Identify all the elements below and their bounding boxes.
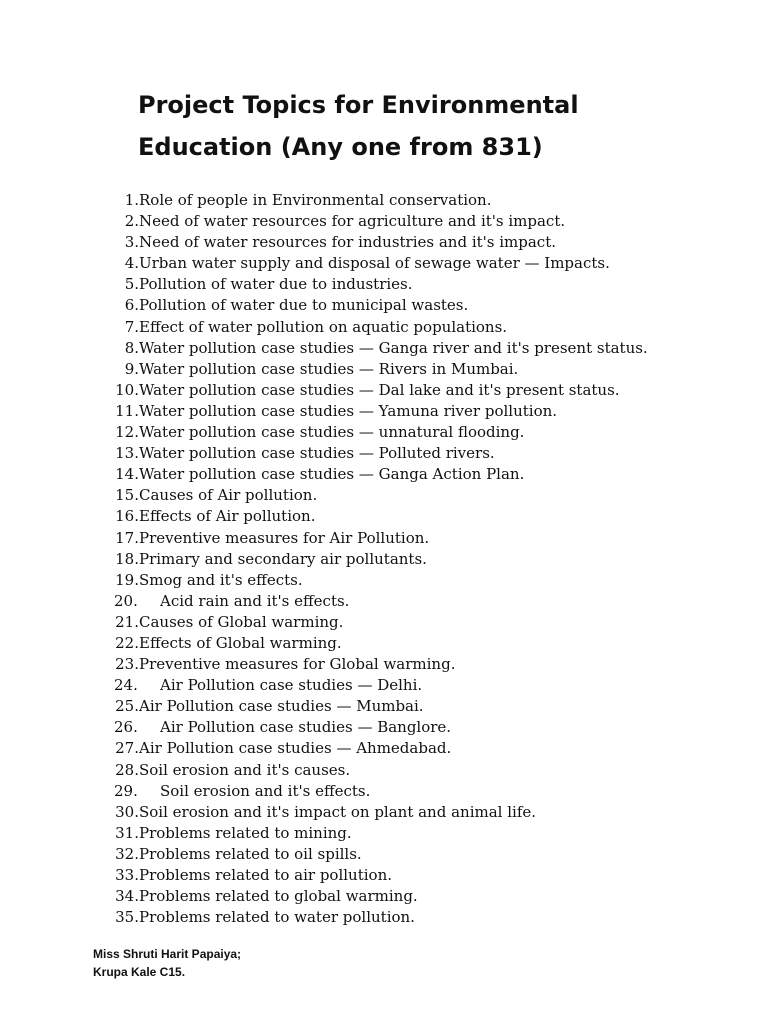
- list-item: [100, 274, 720, 295]
- list-item: [100, 232, 720, 253]
- page-title: [138, 84, 579, 168]
- list-item: [100, 401, 720, 422]
- list-item-text: Soil erosion and it's causes.: [139, 760, 351, 779]
- list-item-number: 4.: [124, 254, 139, 273]
- list-item: [100, 612, 720, 633]
- list-item-number: 12.: [115, 423, 139, 442]
- list-item: [100, 738, 720, 759]
- list-item-number: 16.: [115, 507, 139, 526]
- list-item-number: 15.: [115, 486, 139, 505]
- list-item-text: Effects of Global warming.: [139, 633, 342, 652]
- list-item-text: Water pollution case studies — Yamuna river pollution.: [139, 401, 558, 420]
- list-item-text: Water pollution case studies — Dal lake and it's present status.: [139, 380, 620, 399]
- list-item: [100, 760, 720, 781]
- list-item-number: 9.: [124, 359, 139, 378]
- list-item: [100, 443, 720, 464]
- list-item-number: 21.: [115, 612, 139, 631]
- list-item: [100, 317, 720, 338]
- list-item-text: Soil erosion and it's effects.: [160, 781, 371, 800]
- list-item-number: 13.: [115, 444, 139, 463]
- list-item-text: Water pollution case studies — Polluted rivers.: [139, 444, 495, 463]
- list-item-number: 20.: [114, 591, 138, 610]
- list-item-text: Pollution of water due to industries.: [139, 275, 413, 294]
- list-item: [100, 380, 720, 401]
- list-item-text: Causes of Global warming.: [139, 612, 344, 631]
- list-item-number: 24.: [114, 676, 138, 695]
- list-item-number: 34.: [115, 887, 139, 906]
- list-item-number: 32.: [115, 844, 139, 863]
- list-item: [100, 528, 720, 549]
- list-item: [100, 717, 720, 738]
- list-item-number: 7.: [124, 317, 139, 336]
- list-item-text: Role of people in Environmental conservation.: [139, 191, 492, 209]
- list-item: [100, 654, 720, 675]
- list-item: [100, 591, 720, 612]
- list-item-text: Problems related to oil spills.: [139, 844, 362, 863]
- list-item-number: 2.: [124, 212, 139, 231]
- list-item-number: 14.: [115, 465, 139, 484]
- list-item-text: Acid rain and it's effects.: [160, 591, 350, 610]
- list-item: [100, 506, 720, 527]
- list-item-number: 18.: [115, 549, 139, 568]
- author-footer: [93, 945, 241, 981]
- title-line-1: Project Topics for Environmental: [138, 91, 579, 119]
- list-item-text: Soil erosion and it's impact on plant and animal life.: [139, 802, 537, 821]
- list-item-text: Air Pollution case studies — Banglore.: [160, 718, 452, 737]
- list-item-number: 6.: [124, 296, 139, 315]
- list-item: [100, 338, 720, 359]
- list-item: [100, 359, 720, 380]
- list-item-text: Causes of Air pollution.: [139, 486, 318, 505]
- list-item-number: 30.: [115, 802, 139, 821]
- list-item: [100, 696, 720, 717]
- list-item-text: Water pollution case studies — Ganga river and it's present status.: [139, 338, 648, 357]
- author-line-2: Krupa Kale C15.: [93, 965, 186, 979]
- list-item: [100, 781, 720, 802]
- list-item-text: Problems related to global warming.: [139, 887, 418, 906]
- list-item: [100, 422, 720, 443]
- list-item: [100, 485, 720, 506]
- list-item: [100, 865, 720, 886]
- list-item-number: 29.: [114, 781, 138, 800]
- list-item-text: Problems related to air pollution.: [139, 866, 393, 884]
- list-item: [100, 464, 720, 485]
- list-item-text: Air Pollution case studies — Ahmedabad.: [139, 739, 452, 758]
- list-item-text: Problems related to water pollution.: [139, 908, 415, 927]
- list-item-number: 10.: [115, 380, 139, 399]
- list-item: [100, 570, 720, 591]
- list-item-number: 8.: [124, 338, 139, 357]
- list-item-number: 19.: [115, 570, 139, 589]
- list-item-number: 22.: [115, 633, 139, 652]
- list-item-number: 25.: [115, 697, 139, 716]
- list-item: [100, 295, 720, 316]
- list-item-text: Water pollution case studies — Rivers in Mumbai.: [139, 359, 519, 378]
- list-item: [100, 844, 720, 865]
- list-item: [100, 253, 720, 274]
- list-item-text: Preventive measures for Air Pollution.: [139, 528, 430, 547]
- list-item-number: 28.: [115, 760, 139, 779]
- title-line-2: Education (Any one from 831): [138, 133, 543, 161]
- list-item-number: 5.: [124, 275, 139, 294]
- list-item: [100, 886, 720, 907]
- list-item-number: 27.: [115, 739, 139, 758]
- list-item-number: 17.: [115, 528, 139, 547]
- list-item: [100, 633, 720, 654]
- list-item-text: Air Pollution case studies — Mumbai.: [139, 697, 424, 716]
- list-item-text: Problems related to mining.: [139, 823, 352, 842]
- list-item: [100, 190, 720, 211]
- author-line-1: Miss Shruti Harit Papaiya;: [93, 947, 242, 961]
- list-item-text: Smog and it's effects.: [139, 570, 303, 589]
- list-item-number: 1.: [124, 191, 139, 209]
- list-item-number: 33.: [115, 866, 139, 884]
- list-item: [100, 907, 720, 928]
- list-item-text: Urban water supply and disposal of sewage water — Impacts.: [139, 254, 610, 273]
- list-item-text: Preventive measures for Global warming.: [139, 655, 456, 674]
- list-item-text: Need of water resources for agriculture and it's impact.: [139, 212, 566, 231]
- list-item: [100, 211, 720, 232]
- list-item-text: Effects of Air pollution.: [139, 507, 316, 526]
- list-item-number: 3.: [124, 233, 139, 252]
- list-item-text: Primary and secondary air pollutants.: [139, 549, 427, 568]
- list-item-text: Water pollution case studies — unnatural flooding.: [139, 423, 525, 442]
- topic-list: [100, 190, 720, 928]
- list-item-number: 26.: [114, 718, 138, 737]
- list-item-text: Water pollution case studies — Ganga Action Plan.: [139, 465, 525, 484]
- list-item-text: Effect of water pollution on aquatic populations.: [139, 317, 508, 336]
- list-item-text: Pollution of water due to municipal wastes.: [139, 296, 469, 315]
- list-item: [100, 549, 720, 570]
- list-item-number: 35.: [115, 908, 139, 927]
- list-item: [100, 823, 720, 844]
- list-item: [100, 802, 720, 823]
- list-item-number: 23.: [115, 655, 139, 674]
- list-item-text: Need of water resources for industries and it's impact.: [139, 233, 557, 252]
- list-item-number: 31.: [115, 823, 139, 842]
- list-item-number: 11.: [115, 401, 139, 420]
- list-item-text: Air Pollution case studies — Delhi.: [160, 676, 423, 695]
- list-item: [100, 675, 720, 696]
